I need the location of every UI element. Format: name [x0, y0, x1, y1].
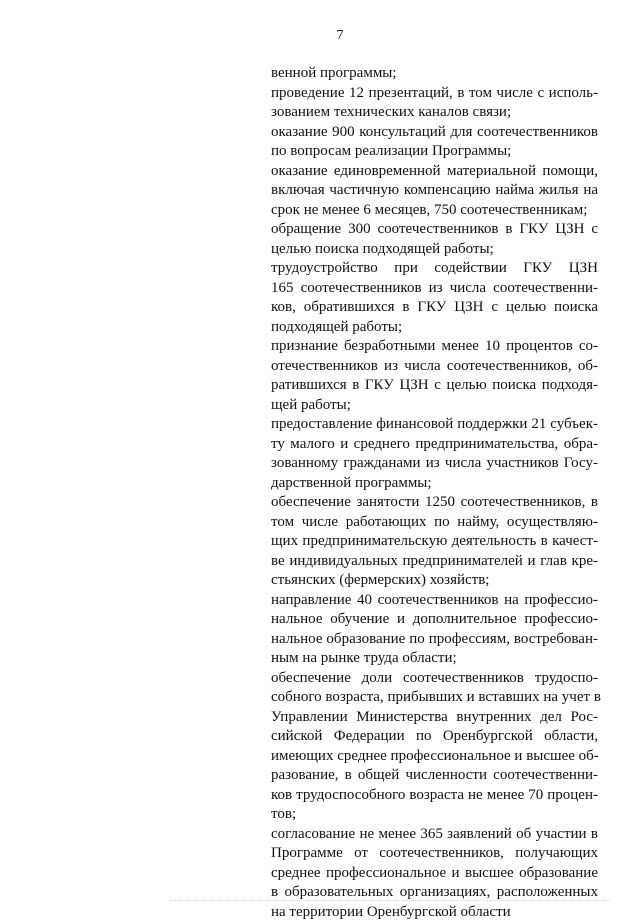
text-line: целью поиска подходящей работы;: [271, 240, 598, 260]
text-line: срок не менее 6 месяцев, 750 соотечественникам;: [271, 201, 598, 221]
text-line: в образовательных организациях, расположенных: [271, 883, 598, 903]
text-line: щих предпринимательскую деятельность в качест-: [271, 532, 598, 552]
text-line: обращение 300 соотечественников в ГКУ ЦЗН с: [271, 220, 598, 240]
text-line: Управлении Министерства внутренних дел Рос-: [271, 708, 598, 728]
text-line: среднее профессиональное и высшее образование: [271, 864, 598, 884]
text-line: предоставление финансовой поддержки 21 субъек-: [271, 415, 598, 435]
text-line: оказание единовременной материальной помощи,: [271, 162, 598, 182]
page-number: 7: [0, 28, 640, 44]
text-line: подходящей работы;: [271, 318, 598, 338]
text-line: ту малого и среднего предпринимательства, обра-: [271, 435, 598, 455]
scan-edge-artifact: [170, 900, 610, 905]
text-line: дарственной программы;: [271, 474, 598, 494]
text-line: оказание 900 консультаций для соотечественников: [271, 123, 598, 143]
text-line: включая частичную компенсацию найма жилья на: [271, 181, 598, 201]
text-line: обеспечение доли соотечественников трудоспо-: [271, 669, 598, 689]
text-line: ратившихся в ГКУ ЦЗН с целью поиска подходя-: [271, 376, 598, 396]
text-line: том числе работающих по найму, осуществляю-: [271, 513, 598, 533]
text-line: ков трудоспособного возраста не менее 70 процен-: [271, 786, 598, 806]
text-line: имеющих среднее профессиональное и высшее об-: [271, 747, 598, 767]
text-line: сийской Федерации по Оренбургской области,: [271, 727, 598, 747]
text-line: зованному гражданами из числа участников Госу-: [271, 454, 598, 474]
text-line: проведение 12 презентаций, в том числе с исполь-: [271, 84, 598, 104]
text-line: обеспечение занятости 1250 соотечественников, в: [271, 493, 598, 513]
text-line: на территории Оренбургской области: [271, 903, 598, 922]
text-line: ков, обратившихся в ГКУ ЦЗН с целью поиска: [271, 298, 598, 318]
text-line: разование, в общей численности соотечественни-: [271, 766, 598, 786]
text-line: щей работы;: [271, 396, 598, 416]
text-line: по вопросам реализации Программы;: [271, 142, 598, 162]
text-line: 165 соотечественников из числа соотечественни-: [271, 279, 598, 299]
text-line: зованием технических каналов связи;: [271, 103, 598, 123]
document-text-column: [271, 64, 598, 922]
text-line: Программе от соотечественников, получающих: [271, 844, 598, 864]
text-line: венной программы;: [271, 64, 598, 84]
text-line: ным на рынке труда области;: [271, 649, 598, 669]
text-line: отечественников из числа соотечественников, об-: [271, 357, 598, 377]
text-line: согласование не менее 365 заявлений об участии в: [271, 825, 598, 845]
text-line: стьянских (фермерских) хозяйств;: [271, 571, 598, 591]
text-line: признание безработными менее 10 процентов со-: [271, 337, 598, 357]
text-line: нальное образование по профессиям, востребован-: [271, 630, 598, 650]
text-line: трудоустройство при содействии ГКУ ЦЗН: [271, 259, 598, 279]
text-line: тов;: [271, 805, 598, 825]
text-line: собного возраста, прибывших и вставших на учет в: [271, 688, 598, 708]
text-line: нальное обучение и дополнительное профессио-: [271, 610, 598, 630]
text-line: ве индивидуальных предпринимателей и глав кре-: [271, 552, 598, 572]
text-line: направление 40 соотечественников на профессио-: [271, 591, 598, 611]
